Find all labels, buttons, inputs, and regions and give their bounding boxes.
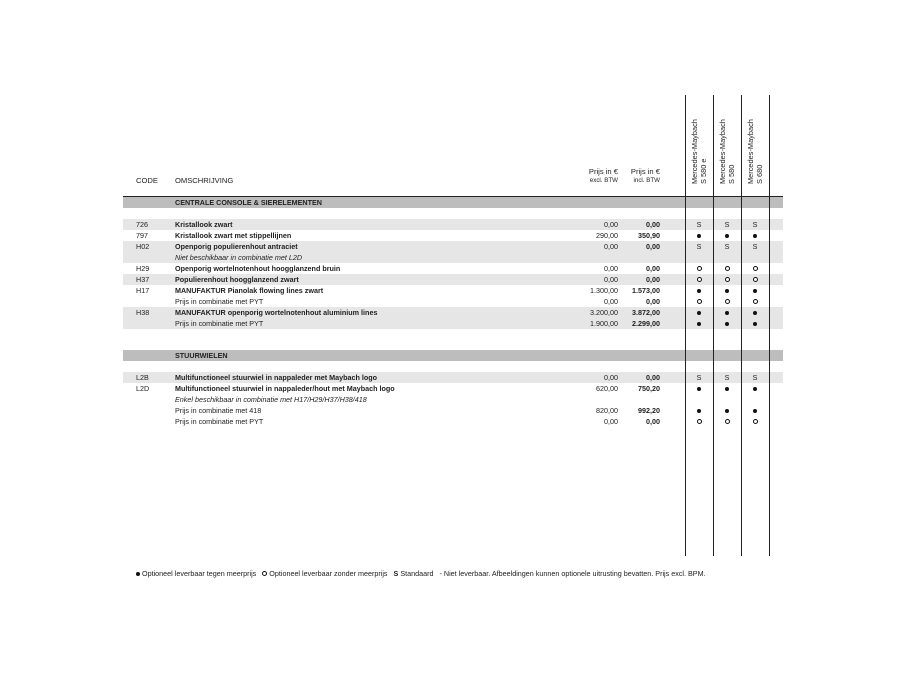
model-name: Mercedes-Maybach xyxy=(746,119,755,184)
standard-mark: S xyxy=(752,242,758,251)
filled-dot-icon xyxy=(725,289,729,293)
option-description: Prijs in combinatie met PYT xyxy=(175,319,264,328)
standard-mark: S xyxy=(724,220,730,229)
filled-dot-icon xyxy=(692,319,706,328)
open-circle-icon xyxy=(697,266,702,271)
price-excl: 0,00 xyxy=(604,220,618,229)
filled-dot-icon xyxy=(697,289,701,293)
option-description: Openporig wortelnotenhout hoogglanzend bruin xyxy=(175,264,341,273)
column-header-price-incl xyxy=(602,167,660,185)
standard-mark: S xyxy=(724,373,730,382)
filled-dot-icon xyxy=(692,308,706,317)
price-incl: 0,00 xyxy=(646,373,660,382)
column-line xyxy=(685,95,686,556)
section-title: STUURWIELEN xyxy=(175,351,228,360)
option-description: Multifunctioneel stuurwiel in nappaleder/hout met Maybach logo xyxy=(175,384,395,393)
open-circle-icon xyxy=(720,417,734,426)
filled-dot-icon xyxy=(720,231,734,240)
filled-dot-icon xyxy=(692,406,706,415)
standard-symbol: S xyxy=(393,569,399,578)
open-circle-icon xyxy=(720,264,734,273)
filled-dot-icon xyxy=(720,308,734,317)
option-description: Kristallook zwart met stippellijnen xyxy=(175,231,292,240)
filled-dot-icon xyxy=(753,289,757,293)
price-excl: 0,00 xyxy=(604,297,618,306)
filled-dot-icon xyxy=(753,387,757,391)
open-circle-icon xyxy=(748,297,762,306)
open-circle-icon xyxy=(697,277,702,282)
filled-dot-icon xyxy=(748,286,762,295)
standard-mark: S xyxy=(752,373,758,382)
price-incl: 0,00 xyxy=(646,220,660,229)
option-description: MANUFAKTUR Pianolak flowing lines zwart xyxy=(175,286,324,295)
open-circle-icon xyxy=(748,264,762,273)
open-circle-icon xyxy=(720,297,734,306)
price-excl: 620,00 xyxy=(596,384,618,393)
price-excl: 0,00 xyxy=(604,264,618,273)
open-circle-icon xyxy=(697,299,702,304)
filled-dot-icon xyxy=(753,322,757,326)
option-code: L2B xyxy=(136,373,149,382)
legend-standard: Standaard xyxy=(400,569,434,578)
price-incl: 0,00 xyxy=(646,297,660,306)
filled-dot-icon xyxy=(748,231,762,240)
column-header-code: CODE xyxy=(136,176,158,185)
filled-dot-icon xyxy=(748,406,762,415)
price-excl: 0,00 xyxy=(604,373,618,382)
open-circle-icon xyxy=(753,277,758,282)
option-code: 797 xyxy=(136,231,148,240)
price-incl-sublabel: incl. BTW xyxy=(633,177,660,184)
open-circle-icon xyxy=(692,275,706,284)
model-name: Mercedes-Maybach xyxy=(718,119,727,184)
price-incl-label: Prijs in € xyxy=(630,167,660,176)
price-incl: 1.573,00 xyxy=(632,286,660,295)
price-excl: 0,00 xyxy=(604,275,618,284)
model-variant: S 580 xyxy=(727,164,736,184)
price-excl: 3.200,00 xyxy=(590,308,618,317)
price-incl: 3.872,00 xyxy=(632,308,660,317)
filled-dot-icon xyxy=(725,234,729,238)
price-excl: 1.300,00 xyxy=(590,286,618,295)
standard-mark: S xyxy=(696,373,702,382)
option-code: H37 xyxy=(136,275,150,284)
price-incl: 0,00 xyxy=(646,275,660,284)
filled-dot-icon xyxy=(748,308,762,317)
filled-dot-icon xyxy=(692,384,706,393)
model-header-s580e xyxy=(690,119,708,184)
option-code: 726 xyxy=(136,220,148,229)
standard-mark: S xyxy=(696,220,702,229)
filled-dot-icon xyxy=(692,231,706,240)
price-excl: 1.900,00 xyxy=(590,319,618,328)
filled-dot-icon xyxy=(697,322,701,326)
filled-dot-icon xyxy=(753,311,757,315)
option-description: Openporig populierenhout antraciet xyxy=(175,242,298,251)
option-description: Kristallook zwart xyxy=(175,220,233,229)
open-circle-icon xyxy=(692,297,706,306)
filled-dot-icon xyxy=(697,409,701,413)
filled-dot-icon xyxy=(753,234,757,238)
open-circle-icon xyxy=(720,275,734,284)
option-description: Prijs in combinatie met 418 xyxy=(175,406,262,415)
option-code: H17 xyxy=(136,286,150,295)
option-description: Prijs in combinatie met PYT xyxy=(175,297,264,306)
price-excl: 0,00 xyxy=(604,242,618,251)
price-incl: 0,00 xyxy=(646,264,660,273)
price-excl: 290,00 xyxy=(596,231,618,240)
open-circle-icon xyxy=(262,571,267,576)
column-line xyxy=(713,95,714,556)
standard-mark: S xyxy=(752,220,758,229)
price-excl: 0,00 xyxy=(604,417,618,426)
section-title: CENTRALE CONSOLE & SIERELEMENTEN xyxy=(175,198,322,207)
column-line xyxy=(741,95,742,556)
filled-dot-icon xyxy=(720,406,734,415)
standard-mark: S xyxy=(696,242,702,251)
column-line xyxy=(769,95,770,556)
filled-dot-icon xyxy=(725,387,729,391)
option-code: L2D xyxy=(136,384,150,393)
price-excl: 820,00 xyxy=(596,406,618,415)
open-circle-icon xyxy=(748,417,762,426)
open-circle-icon xyxy=(748,275,762,284)
price-incl: 2.299,00 xyxy=(632,319,660,328)
option-code: H29 xyxy=(136,264,150,273)
option-description: Prijs in combinatie met PYT xyxy=(175,417,264,426)
price-excl-label: Prijs in € xyxy=(588,167,618,176)
filled-dot-icon xyxy=(692,286,706,295)
standard-mark: S xyxy=(724,242,730,251)
option-description: MANUFAKTUR openporig wortelnotenhout aluminium lines xyxy=(175,308,378,317)
filled-dot-icon xyxy=(720,286,734,295)
option-code: H02 xyxy=(136,242,150,251)
option-description: Niet beschikbaar in combinatie met L2D xyxy=(175,253,303,262)
model-name: Mercedes-Maybach xyxy=(690,119,699,184)
option-description: Populierenhout hoogglanzend zwart xyxy=(175,275,299,284)
price-excl-sublabel: excl. BTW xyxy=(589,177,618,184)
open-circle-icon xyxy=(753,299,758,304)
legend-note: - Niet leverbaar. Afbeeldingen kunnen optionele uitrusting bevatten. Prijs excl. BPM. xyxy=(439,569,706,578)
model-variant: S 680 xyxy=(755,164,764,184)
price-incl: 350,90 xyxy=(638,231,660,240)
filled-dot-icon xyxy=(720,384,734,393)
filled-dot-icon xyxy=(725,409,729,413)
filled-dot-icon xyxy=(697,234,701,238)
option-description: Multifunctioneel stuurwiel in nappaleder met Maybach logo xyxy=(175,373,378,382)
open-circle-icon xyxy=(725,266,730,271)
open-circle-icon xyxy=(692,417,706,426)
filled-dot-icon xyxy=(697,387,701,391)
open-circle-icon xyxy=(753,419,758,424)
open-circle-icon xyxy=(725,277,730,282)
column-header-description: OMSCHRIJVING xyxy=(175,176,234,185)
legend-optional-free: Optioneel leverbaar zonder meerprijs xyxy=(269,569,388,578)
filled-dot-icon xyxy=(725,322,729,326)
filled-dot-icon xyxy=(136,572,140,576)
price-incl: 0,00 xyxy=(646,242,660,251)
open-circle-icon xyxy=(725,299,730,304)
filled-dot-icon xyxy=(697,311,701,315)
filled-dot-icon xyxy=(725,311,729,315)
price-incl: 750,20 xyxy=(638,384,660,393)
price-incl: 992,20 xyxy=(638,406,660,415)
filled-dot-icon xyxy=(753,409,757,413)
legend xyxy=(136,569,706,578)
option-code: H38 xyxy=(136,308,150,317)
open-circle-icon xyxy=(692,264,706,273)
filled-dot-icon xyxy=(720,319,734,328)
option-description: Enkel beschikbaar in combinatie met H17/H29/H37/H38/418 xyxy=(175,395,367,404)
filled-dot-icon xyxy=(748,319,762,328)
open-circle-icon xyxy=(753,266,758,271)
open-circle-icon xyxy=(697,419,702,424)
open-circle-icon xyxy=(725,419,730,424)
price-incl: 0,00 xyxy=(646,417,660,426)
legend-optional-paid: Optioneel leverbaar tegen meerprijs xyxy=(142,569,257,578)
model-variant: S 580 e xyxy=(699,158,708,184)
filled-dot-icon xyxy=(748,384,762,393)
model-header-s680 xyxy=(746,119,764,184)
model-header-s580 xyxy=(718,119,736,184)
